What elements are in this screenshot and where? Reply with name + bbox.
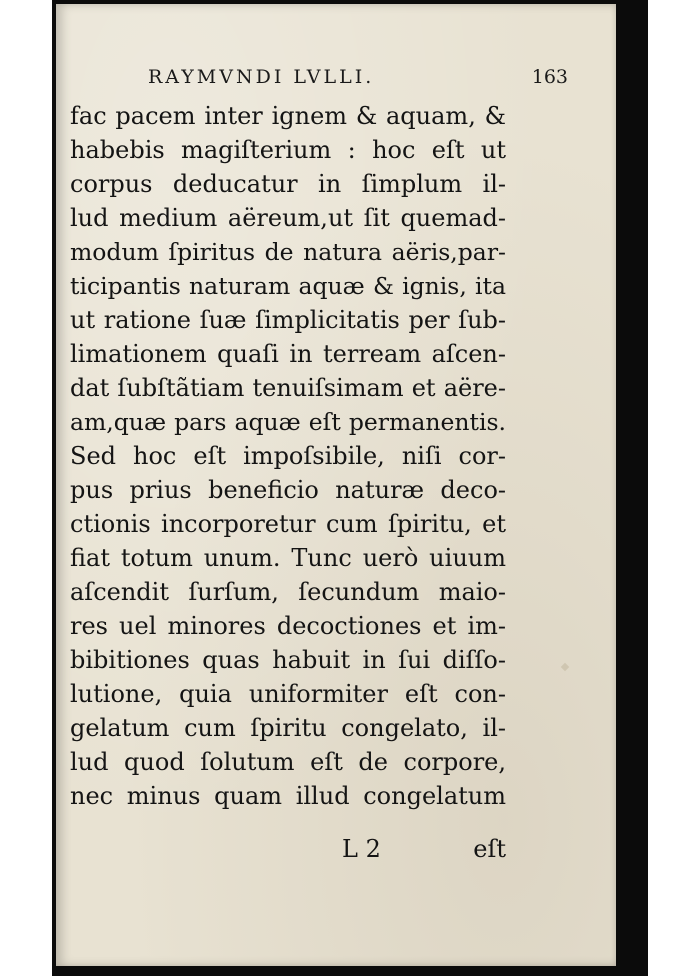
text-line: habebis magiſterium : hoc eſt ut (70, 136, 506, 164)
text-line: corpus deducatur in ſimplum il- (70, 170, 506, 198)
scanned-page-frame (52, 0, 648, 976)
text-line: lud medium aëreum,ut ſit quemad- (70, 204, 506, 232)
text-line: fac pacem inter ignem & aquam, & (70, 102, 506, 130)
book-page (56, 4, 616, 966)
text-line: ut ratione ſuæ ſimplicitatis per ſub- (70, 306, 506, 334)
text-line: pus prius beneficio naturæ deco- (70, 476, 506, 504)
running-head-title: RAYMVNDI LVLLI. (148, 66, 375, 88)
text-line: limationem quaſi in terream aſcen- (70, 340, 506, 368)
paper-blemish (561, 663, 569, 671)
text-line: ctionis incorporetur cum ſpiritu, et (70, 510, 506, 538)
text-line: gelatum cum ſpiritu congelato, il- (70, 714, 506, 742)
text-line: Sed hoc eſt impoſsibile, niſi cor- (70, 442, 506, 470)
page-number: 163 (531, 66, 568, 88)
signature-mark: L 2 (342, 835, 381, 863)
text-line: ticipantis naturam aquæ & ignis, ita (70, 272, 506, 300)
text-line: nec minus quam illud congelatum (70, 782, 506, 810)
text-line: fiat totum unum. Tunc uerò uiuum (70, 544, 506, 572)
text-line: bibitiones quas habuit in ſui diſſo- (70, 646, 506, 674)
text-line: lutione, quia uniformiter eſt con- (70, 680, 506, 708)
text-line: lud quod ſolutum eſt de corpore, (70, 748, 506, 776)
catchword: eſt (473, 835, 506, 863)
text-line: dat ſubſtãtiam tenuiſsimam et aëre- (70, 374, 506, 402)
text-line: res uel minores decoctiones et im- (70, 612, 506, 640)
body-text (70, 99, 506, 813)
text-line: am,quæ pars aquæ eſt permanentis. (70, 408, 506, 436)
text-line: aſcendit ſurſum, ſecundum maio- (70, 578, 506, 606)
page-footer (70, 832, 506, 866)
text-line: modum ſpiritus de natura aëris,par- (70, 238, 506, 266)
